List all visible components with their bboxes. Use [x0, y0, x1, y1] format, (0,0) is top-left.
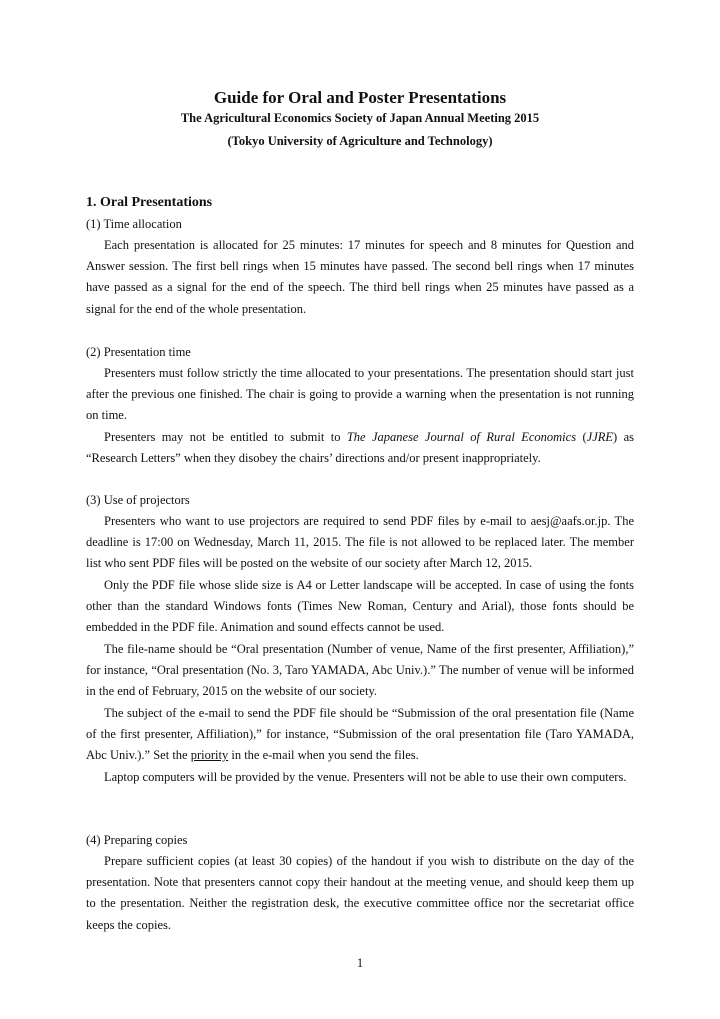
paragraph-projectors-3: The file-name should be “Oral presentation (Number of venue, Name of the first presenter, Affiliation),” for instance, “Oral presentation (No. 3, Taro YAMADA, Abc Univ.).” The number of venue will be informed in the end of February, 2015 on the website of our society.: [86, 642, 634, 699]
subsection-heading-projectors: (3) Use of projectors: [86, 493, 190, 507]
journal-title: The Japanese Journal of Rural Economics: [346, 430, 577, 444]
subsection-heading-time-allocation: (1) Time allocation: [86, 217, 182, 231]
paragraph-copies: Prepare sufficient copies (at least 30 copies) of the handout if you wish to distribute on the day of the presentation. Note that presenters cannot copy their handout at the meeting venue, and should keep them up to the presentation. Neither the registration desk, the executive committee office nor the secretariat office keeps the copies.: [86, 854, 634, 932]
paragraph-presentation-time-2: Presenters may not be entitled to submit to The Japanese Journal of Rural Economics (JJRE) as “Research Letters” when they disobey the chairs’ directions and/or present inappropriately.: [86, 430, 634, 466]
document-subtitle-society: The Agricultural Economics Society of Japan Annual Meeting 2015: [180, 111, 540, 125]
paragraph-presentation-time-1: Presenters must follow strictly the time allocated to your presentations. The presentation should start just after the previous one finished. The chair is going to provide a warning when the presentation is not running on time.: [86, 366, 634, 423]
paragraph-projectors-5: Laptop computers will be provided by the venue. Presenters will not be able to use their own computers.: [104, 770, 627, 784]
section-heading-oral: 1. Oral Presentations: [86, 195, 213, 210]
paragraph-projectors-1: Presenters who want to use projectors are required to send PDF files by e-mail to aesj@aafs.or.jp. The deadline is 17:00 on Wednesday, March 11, 2015. The file is not allowed to be replaced later. The member list who sent PDF files will be posted on the website of our society after March 12, 2015.: [86, 514, 634, 571]
document-subtitle-venue: (Tokyo University of Agriculture and Technology): [227, 134, 493, 148]
document-title: Guide for Oral and Poster Presentations: [213, 88, 507, 107]
subsection-heading-presentation-time: (2) Presentation time: [86, 345, 191, 359]
paragraph-projectors-2: Only the PDF file whose slide size is A4 or Letter landscape will be accepted. In case of using the fonts other than the standard Windows fonts (Times New Roman, Century and Arial), those fonts should be embedded in the PDF file. Animation and sound effects cannot be used.: [86, 578, 634, 635]
journal-abbreviation: JJRE: [586, 430, 614, 444]
priority-underlined: priority: [190, 748, 229, 763]
page-number: 1: [356, 956, 364, 970]
paragraph-time-allocation: Each presentation is allocated for 25 minutes: 17 minutes for speech and 8 minutes for Question and Answer session. The first bell rings when 15 minutes have passed. The second bell rings when 17 minutes have passed as a signal for the end of the speech. The third bell rings when 25 minutes have passed as a signal for the end of the whole presentation.: [86, 238, 634, 316]
paragraph-projectors-4: The subject of the e-mail to send the PDF file should be “Submission of the oral presentation file (Name of the first presenter, Affiliation),” for instance, “Submission of the oral presentation file (Taro YAMADA, Abc Univ.).” Set the priority in the e-mail when you send the files.: [86, 706, 634, 763]
subsection-heading-copies: (4) Preparing copies: [86, 833, 188, 847]
